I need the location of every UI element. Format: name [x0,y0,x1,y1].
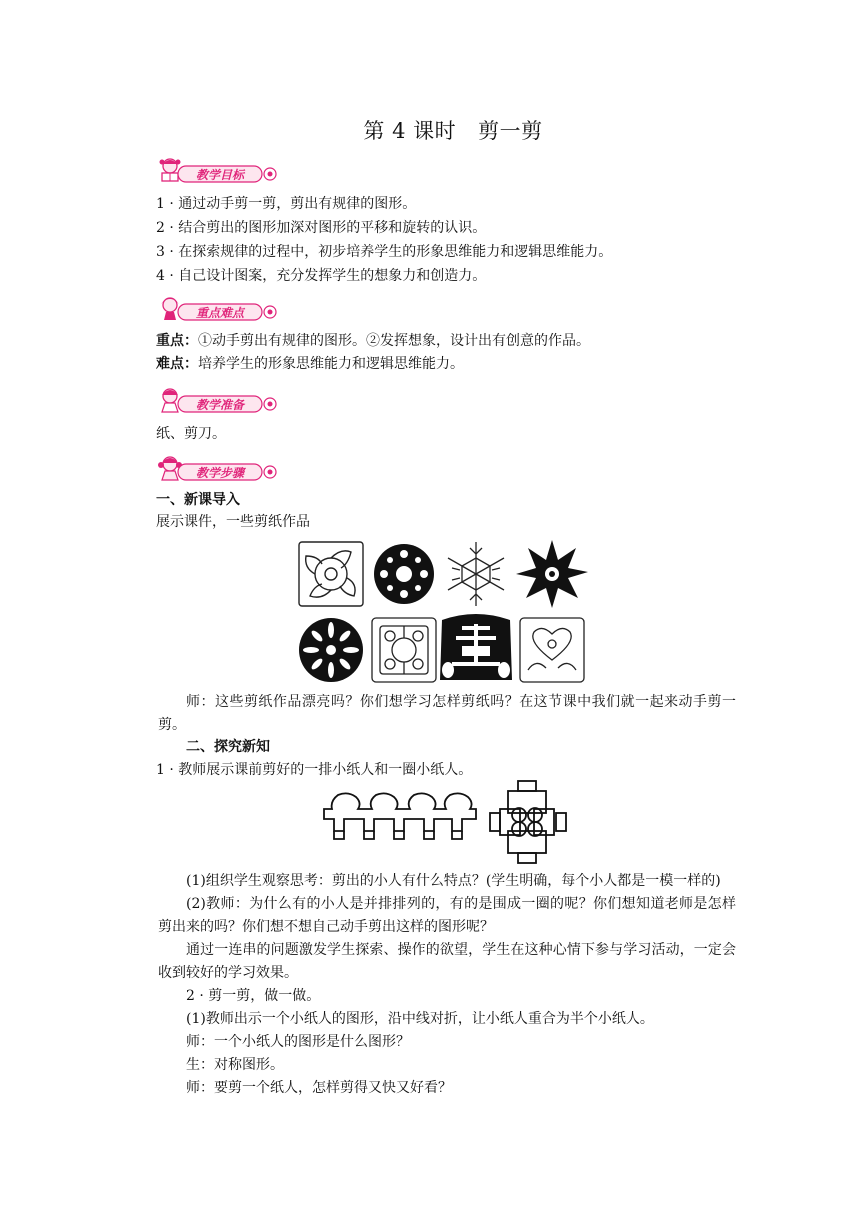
goal-item-1: 1 · 通过动手剪一剪，剪出有规律的图形。 [156,196,417,212]
paper-cut-black-flower [374,544,434,604]
paper-cut-star-flower [516,540,588,608]
goal-item-4: 4 · 自己设计图案，充分发挥学生的想象力和创造力。 [156,268,487,284]
section-1-heading: 一、新课导入 [156,492,240,508]
section-1-intro: 展示课件，一些剪纸作品 [156,514,310,530]
paper-cut-snowflake [448,542,504,606]
dialog-teacher-1: 师：一个小纸人的图形是什么图形？ [186,1034,410,1050]
prep-text: 纸、剪刀。 [156,426,226,442]
paper-cut-lattice-square [372,618,436,682]
dialog-teacher-2: 师：要剪一个纸人，怎样剪得又快又好看？ [186,1080,452,1096]
paper-cut-swirl-square [520,618,584,682]
difficulty-label: 难点： [156,356,198,372]
difficulty-line [156,354,464,374]
badge-key-points [156,292,280,322]
paragraph-1-main: (1)组织学生观察思考：剪出的小人有什么特点？ [186,873,486,889]
badge-prep-label: 教学准备 [195,398,245,412]
paragraph-1 [158,871,721,891]
dialog-student-1: 生：对称图形。 [186,1057,284,1073]
badge-prep [156,384,280,414]
badge-steps [156,452,280,482]
step-item-2: 2 · 剪一剪，做一做。 [186,988,321,1004]
key-text: ①动手剪出有规律的图形。②发挥想象，设计出有创意的作品。 [198,333,590,349]
badge-steps-label: 教学步骤 [195,466,245,480]
paper-cut-double-happiness [440,614,512,680]
girl-reading-icon [160,159,181,181]
paragraph-4: (1)教师出示一个小纸人的图形，沿中线对折，让小纸人重合为半个小纸人。 [186,1011,654,1027]
badge-goals-label: 教学目标 [195,168,245,182]
paper-cut-mandala [299,618,363,682]
paper-people-circle [490,781,566,863]
key-label: 重点： [156,333,198,349]
target-icon [264,398,276,410]
page-title [0,115,860,145]
badge-key-points-label: 重点难点 [195,306,245,320]
key-point-line [156,331,590,351]
target-icon [264,466,276,478]
goal-item-2: 2 · 结合剪出的图形加深对图形的平移和旋转的认识。 [156,220,487,236]
paragraph-2: (2)教师：为什么有的小人是并排排列的，有的是围成一圈的呢？你们想知道老师是怎样剪出来的吗？你们想不想自己动手剪出这样的图形呢？ [158,896,736,935]
lesson-number: 第 4 课时 [363,119,457,143]
goal-item-3: 3 · 在探索规律的过程中，初步培养学生的形象思维能力和逻辑思维能力。 [156,244,613,260]
girl-thinking-icon [161,298,179,320]
paragraph-1-note: (学生明确，每个小人都是一模一样的) [485,873,721,889]
target-icon [264,168,276,180]
paper-people-figures [322,779,576,865]
step-item-1: 1 · 教师展示课前剪好的一排小纸人和一圈小纸人。 [156,762,473,778]
teacher-question-1: 师：这些剪纸作品漂亮吗？你们想学习怎样剪纸吗？在这节课中我们就一起来动手剪一剪。 [158,694,736,733]
target-icon [264,306,276,318]
paragraph-3: 通过一连串的问题激发学生探索、操作的欲望，学生在这种心情下参与学习活动，一定会收到较好的学习效果。 [158,942,736,981]
girl-icon [162,389,178,412]
paper-people-row [324,793,476,839]
badge-goals [156,154,280,184]
lesson-topic: 剪一剪 [478,119,543,143]
paper-cut-gallery [296,538,592,686]
paper-cut-floral-square [299,542,363,606]
difficulty-text: 培养学生的形象思维能力和逻辑思维能力。 [198,356,464,372]
section-2-heading: 二、探究新知 [186,739,270,755]
